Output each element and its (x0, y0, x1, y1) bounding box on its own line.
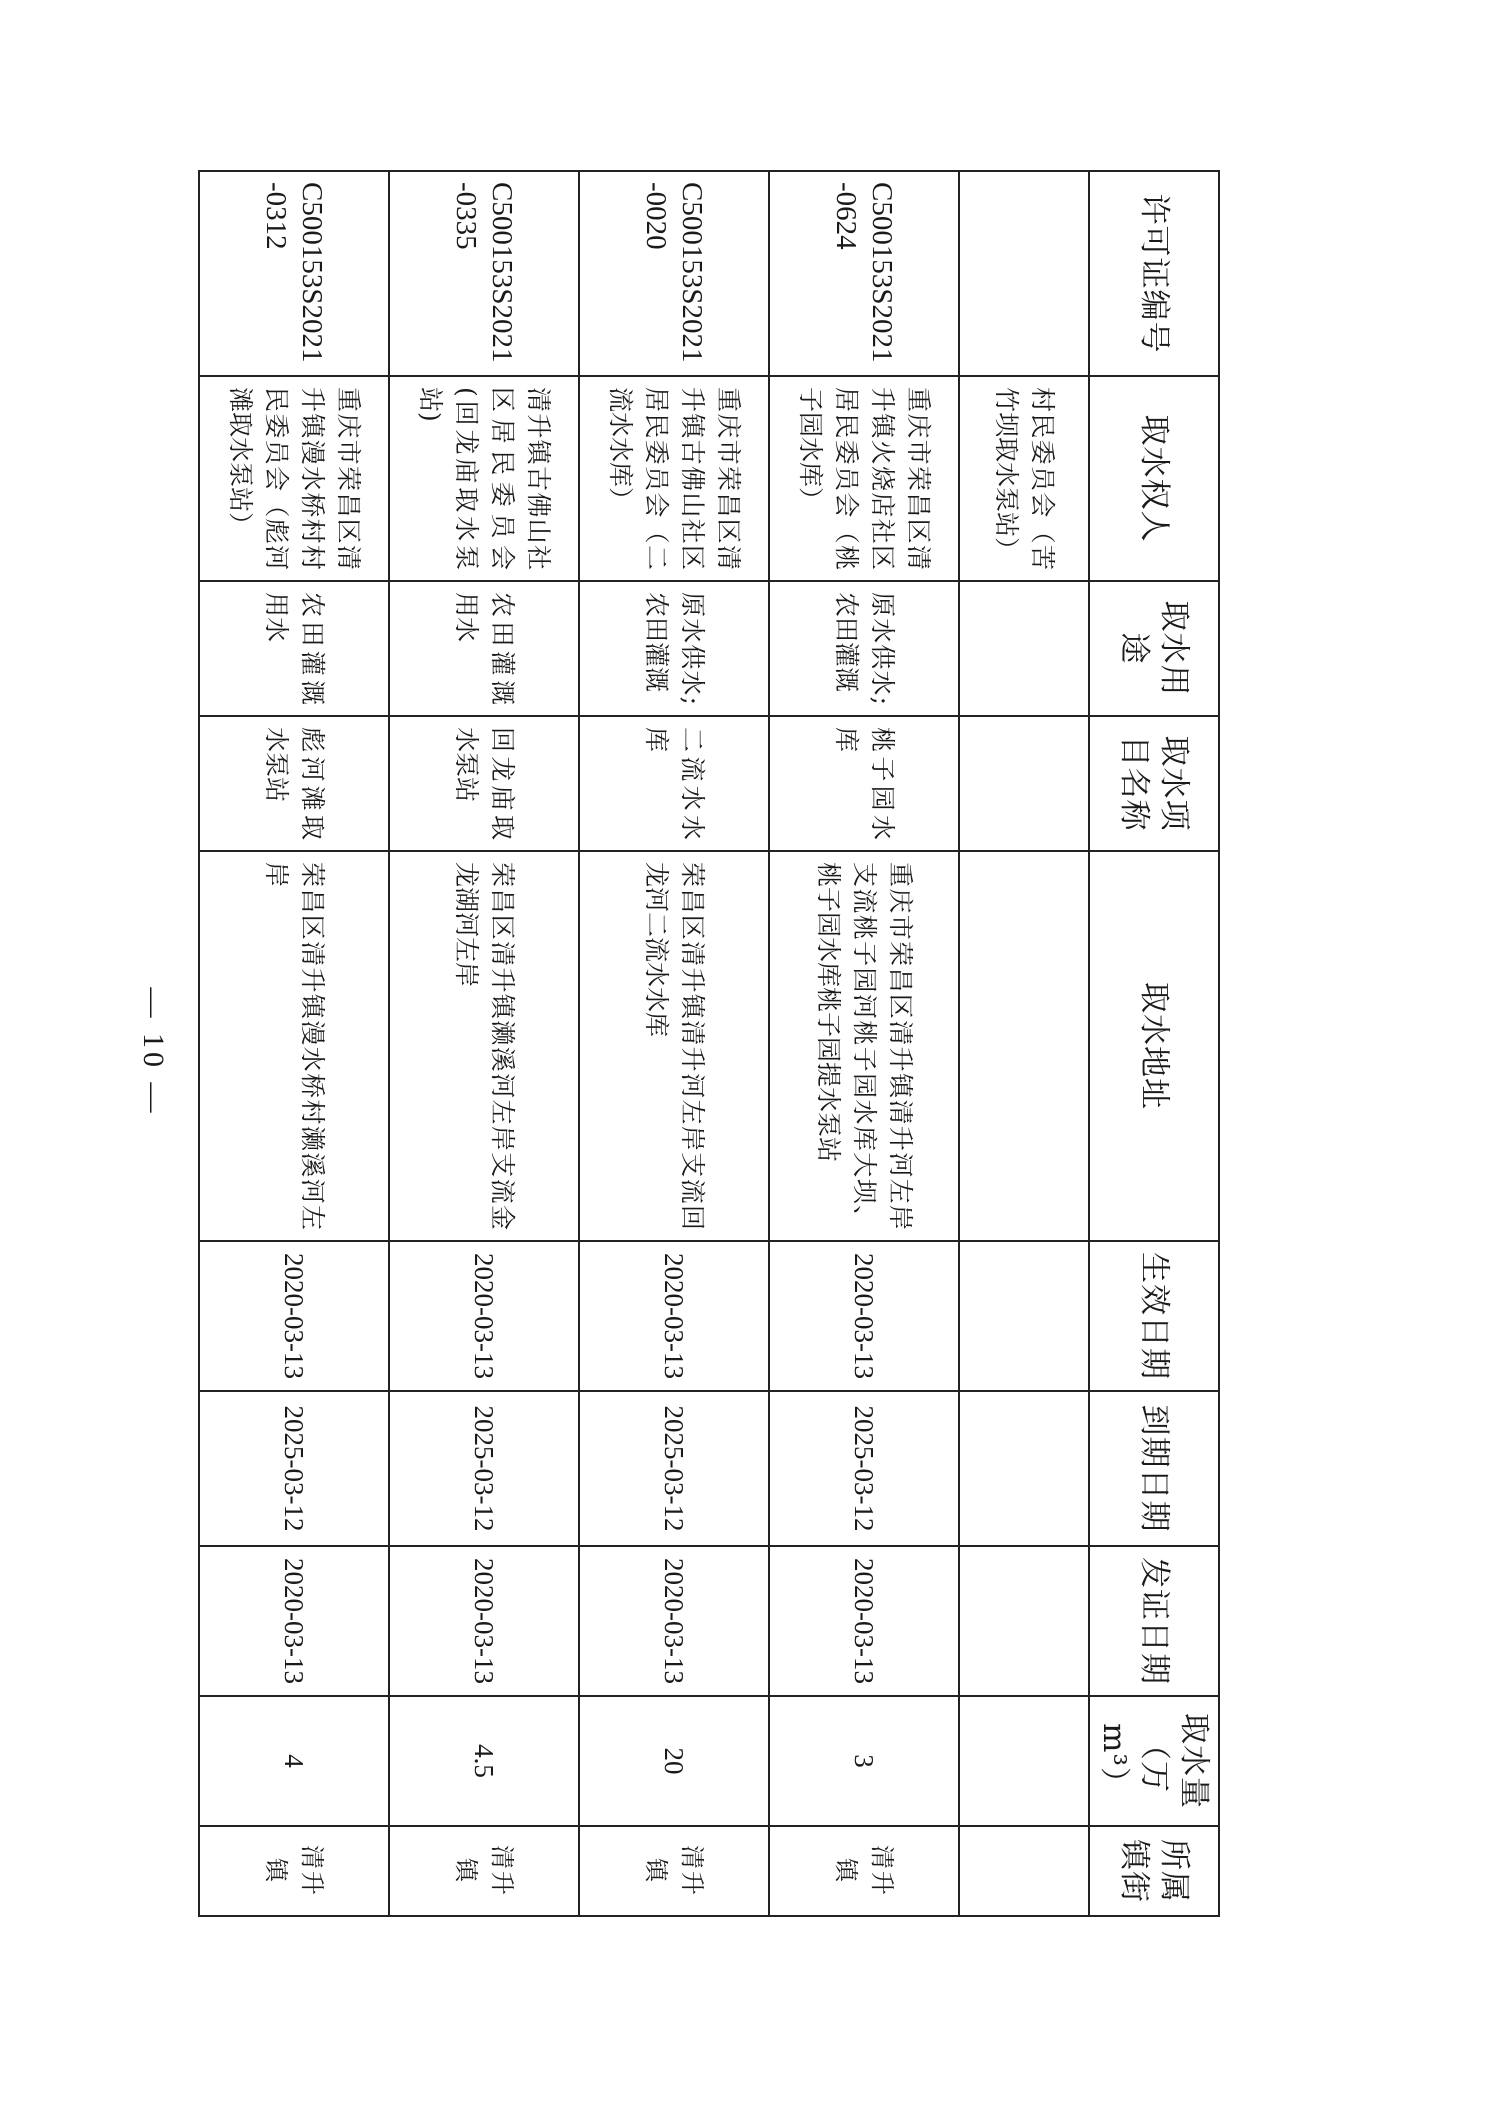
cell-permit-no: C500153S2021-0624 (769, 171, 959, 376)
cell-holder-continued: 村民委员会（苦竹坝取水泵站） (959, 376, 1089, 581)
header-town: 所属镇街 (1089, 1826, 1219, 1916)
header-volume-label: 取水量 (1176, 1713, 1212, 1809)
cell-effective-date: 2020-03-13 (199, 1241, 389, 1391)
cell-usage: 农田灌溉用水 (389, 581, 579, 716)
cell-volume: 20 (579, 1696, 769, 1826)
cell-usage: 原水供水;农田灌溉 (769, 581, 959, 716)
cell-holder: 重庆市荣昌区清升镇漫水桥村村民委员会（彪河滩取水泵站） (199, 376, 389, 581)
water-permit-table (198, 170, 1220, 1917)
cell-holder: 重庆市荣昌区清升镇古佛山社区居民委员会（二流水水库） (579, 376, 769, 581)
header-volume (1089, 1696, 1219, 1826)
header-effective-date: 生效日期 (1089, 1241, 1219, 1391)
cell-address: 荣昌区清升镇濑溪河左岸支流金龙湖河左岸 (389, 851, 579, 1241)
cell-holder: 重庆市荣昌区清升镇火烧店社区居民委员会（桃子园水库） (769, 376, 959, 581)
cell-issue-date: 2020-03-13 (769, 1546, 959, 1696)
cell-address: 荣昌区清升镇漫水桥村濑溪河左岸 (199, 851, 389, 1241)
cell-expiry-date: 2025-03-12 (769, 1391, 959, 1546)
continuation-row (959, 171, 1089, 1916)
cell-project: 彪河滩取水泵站 (199, 716, 389, 851)
header-expiry-date: 到期日期 (1089, 1391, 1219, 1546)
page-number: — 10 — (137, 987, 170, 1117)
cell-town: 清升镇 (199, 1826, 389, 1916)
header-issue-date: 发证日期 (1089, 1546, 1219, 1696)
table-row (579, 171, 769, 1916)
cell-expiry-date: 2025-03-12 (389, 1391, 579, 1546)
cell-holder: 清升镇古佛山社区居民委员会(回龙庙取水泵站) (389, 376, 579, 581)
cell-address: 荣昌区清升镇清升河左岸支流回龙河二流水水库 (579, 851, 769, 1241)
header-project: 取水项目名称 (1089, 716, 1219, 851)
cell-empty (959, 171, 1089, 376)
cell-effective-date: 2020-03-13 (389, 1241, 579, 1391)
cell-empty (959, 1546, 1089, 1696)
cell-expiry-date: 2025-03-12 (199, 1391, 389, 1546)
header-volume-unit: （万m³） (1096, 1723, 1172, 1799)
header-holder: 取水权人 (1089, 376, 1219, 581)
cell-usage: 农田灌溉用水 (199, 581, 389, 716)
table-row (769, 171, 959, 1916)
cell-project: 桃子园水库 (769, 716, 959, 851)
cell-town: 清升镇 (579, 1826, 769, 1916)
cell-empty (959, 851, 1089, 1241)
cell-empty (959, 1391, 1089, 1546)
header-address: 取水地址 (1089, 851, 1219, 1241)
cell-permit-no: C500153S2021-0312 (199, 171, 389, 376)
cell-town: 清升镇 (769, 1826, 959, 1916)
cell-permit-no: C500153S2021-0020 (579, 171, 769, 376)
table-row (199, 171, 389, 1916)
cell-project: 二流水水库 (579, 716, 769, 851)
cell-usage: 原水供水;农田灌溉 (579, 581, 769, 716)
cell-issue-date: 2020-03-13 (199, 1546, 389, 1696)
cell-volume: 4.5 (389, 1696, 579, 1826)
cell-volume: 4 (199, 1696, 389, 1826)
cell-issue-date: 2020-03-13 (579, 1546, 769, 1696)
cell-permit-no: C500153S2021-0335 (389, 171, 579, 376)
header-usage: 取水用途 (1089, 581, 1219, 716)
cell-project: 回龙庙取水泵站 (389, 716, 579, 851)
cell-empty (959, 1241, 1089, 1391)
cell-empty (959, 1696, 1089, 1826)
cell-expiry-date: 2025-03-12 (579, 1391, 769, 1546)
cell-empty (959, 581, 1089, 716)
cell-empty (959, 1826, 1089, 1916)
table-row (389, 171, 579, 1916)
header-permit-no: 许可证编号 (1089, 171, 1219, 376)
cell-issue-date: 2020-03-13 (389, 1546, 579, 1696)
cell-address: 重庆市荣昌区清升镇清升河左岸支流桃子园河桃子园水库大坝、桃子园水库桃子园提水泵站 (769, 851, 959, 1241)
cell-effective-date: 2020-03-13 (579, 1241, 769, 1391)
cell-effective-date: 2020-03-13 (769, 1241, 959, 1391)
cell-empty (959, 716, 1089, 851)
cell-volume: 3 (769, 1696, 959, 1826)
header-row (1089, 171, 1219, 1916)
cell-town: 清升镇 (389, 1826, 579, 1916)
